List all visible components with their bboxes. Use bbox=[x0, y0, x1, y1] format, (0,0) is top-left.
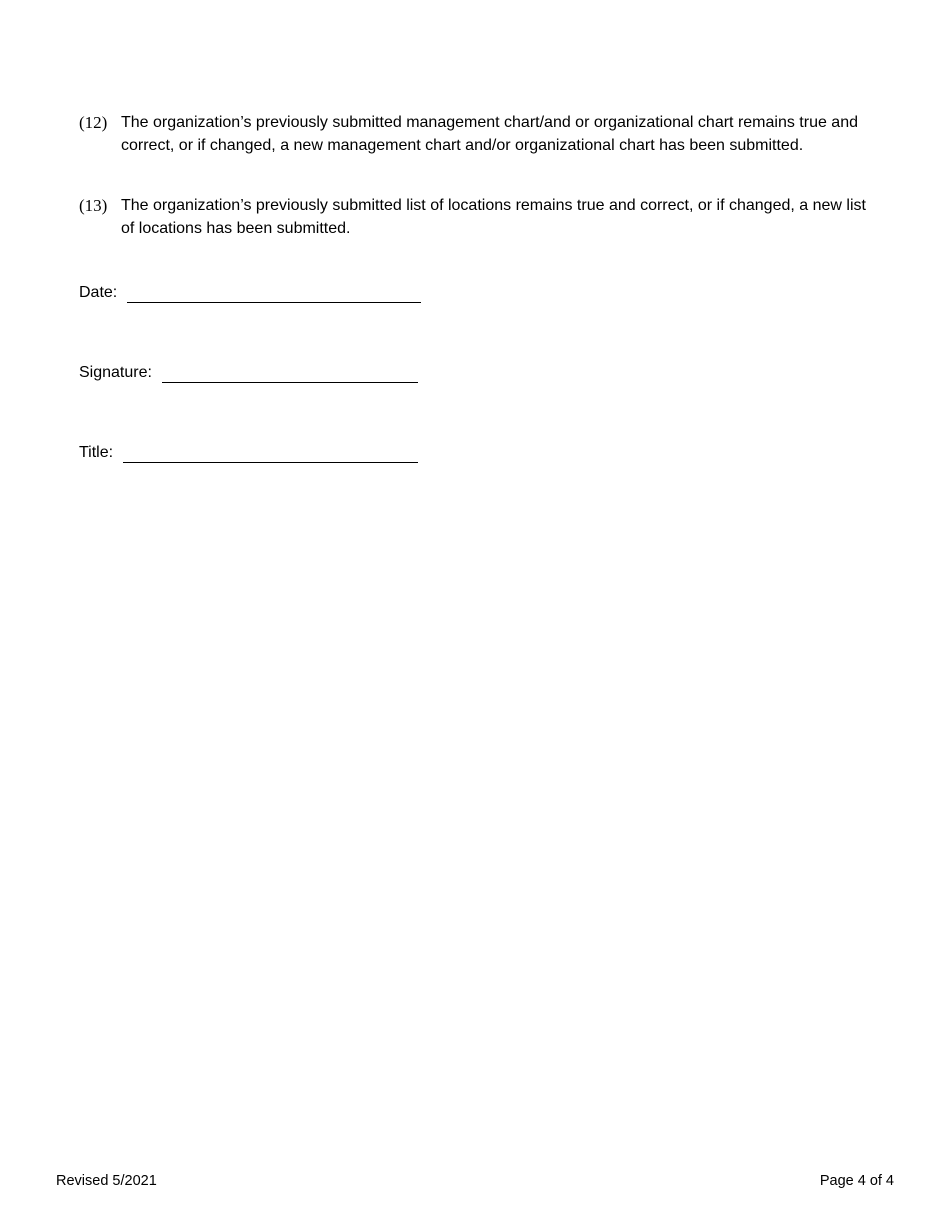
item-text: The organization’s previously submitted list of locations remains true and correct, or if changed, a new list of locations has been submitted. bbox=[121, 197, 866, 237]
date-field bbox=[79, 283, 421, 303]
date-blank-line[interactable] bbox=[127, 284, 421, 303]
signature-blank-line[interactable] bbox=[162, 364, 418, 383]
list-item-13 bbox=[79, 195, 869, 240]
list-item-12 bbox=[79, 112, 869, 157]
item-number: (13) bbox=[79, 196, 108, 215]
signature-label: Signature: bbox=[79, 364, 152, 381]
signature-field bbox=[79, 363, 418, 383]
date-label: Date: bbox=[79, 284, 118, 301]
footer-page-number: Page 4 of 4 bbox=[819, 1173, 894, 1189]
title-label: Title: bbox=[79, 444, 114, 461]
item-number: (12) bbox=[79, 113, 108, 132]
item-text: The organization’s previously submitted management chart/and or organizational chart remains true and correct, or if changed, a new management chart and/or organizational chart has been submitted. bbox=[121, 114, 858, 154]
title-field bbox=[79, 443, 418, 463]
footer-revised-date: Revised 5/2021 bbox=[56, 1173, 157, 1189]
title-blank-line[interactable] bbox=[123, 444, 418, 463]
